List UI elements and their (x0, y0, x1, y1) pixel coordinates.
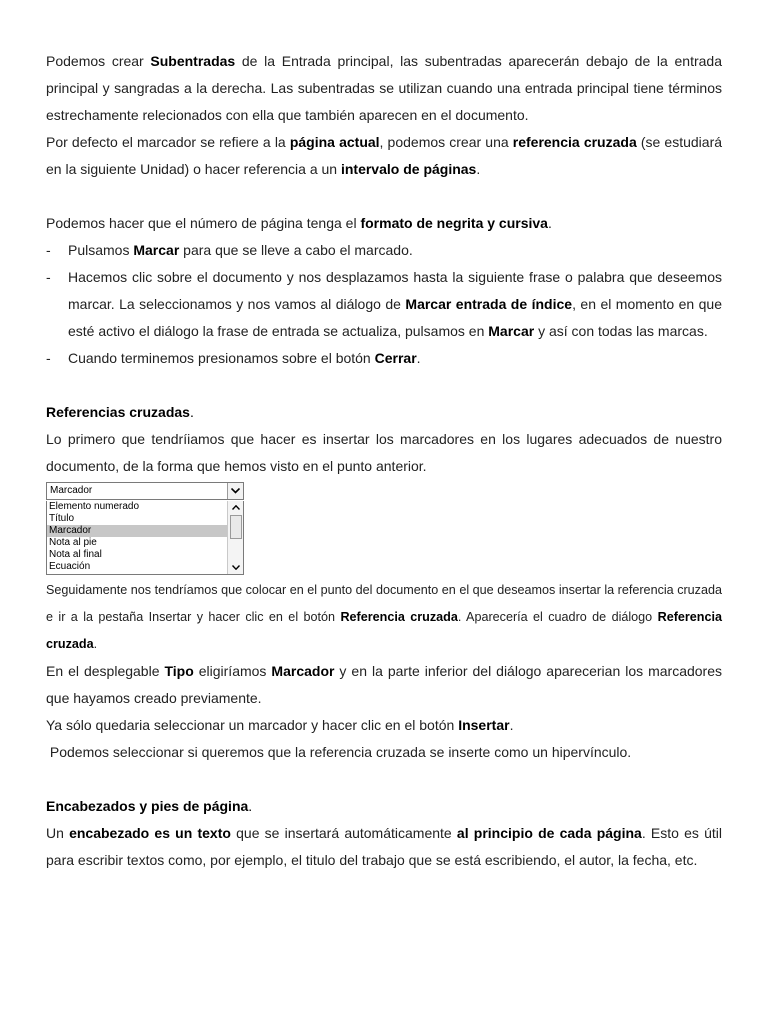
paragraph-subentradas (46, 48, 722, 129)
text: (se estudiará en la siguiente Unidad) o hacer referencia a un (46, 134, 723, 177)
text: . Aparecería el cuadro de diálogo (457, 610, 658, 624)
paragraph-insertar (46, 712, 722, 739)
scrollbar-thumb[interactable] (230, 515, 242, 539)
paragraph-insertar-marcadores: Lo primero que tendríiamos que hacer es insertar los marcadores en los lugares adecuados de nuestro documento, de la forma que hemos visto en el punto anterior. (46, 431, 722, 474)
heading-dot: . (189, 404, 194, 420)
text: . (416, 350, 421, 366)
bold-term: formato de negrita y cursiva (360, 215, 548, 231)
text: . (476, 161, 481, 177)
dropdown-option[interactable]: Título (49, 513, 75, 524)
text: , podemos crear una (379, 134, 513, 150)
bold-term: Marcar (133, 242, 180, 258)
text: de la Entrada principal, las subentradas aparecerán debajo de la entrada principal y sangradas a la derecha. Las subentradas se utilizan cuando una entrada principal tiene términos estrechamente relecionados con ella que también aparecen en el documento. (46, 53, 722, 123)
text: Por defecto el marcador se refiere a la (46, 134, 290, 150)
text: . Esto es útil para escribir textos como, por ejemplo, el titulo del trabajo que se está escribiendo, el autor, la fecha, etc. (46, 825, 722, 868)
dropdown-select[interactable] (46, 482, 244, 500)
bold-term: Marcar (488, 323, 535, 339)
spacer (46, 183, 722, 210)
heading-text: Encabezados y pies de página (46, 798, 249, 814)
paragraph-marcador-defecto (46, 129, 722, 183)
bold-term: Tipo (164, 663, 194, 679)
dropdown-options-list[interactable] (46, 501, 244, 575)
text: . (547, 215, 552, 231)
heading-referencias-cruzadas (46, 399, 722, 426)
list-item (46, 264, 722, 345)
dropdown-option[interactable]: Nota al pie (49, 537, 97, 548)
bold-term: referencia cruzada (512, 134, 637, 150)
bold-term: al principio de cada página (456, 825, 642, 841)
list-item (46, 237, 722, 264)
text: eligiríamos (193, 663, 272, 679)
triangle-up-icon[interactable] (228, 501, 243, 514)
text: para que se lleve a cabo el marcado. (179, 242, 413, 258)
dropdown-option[interactable]: Elemento numerado (49, 501, 140, 512)
bold-term: Marcar entrada de índice (405, 296, 573, 312)
paragraph-hipervinculo: Podemos seleccionar si queremos que la referencia cruzada se inserte como un hipervínculo. (46, 744, 632, 760)
text: . (93, 637, 98, 651)
bold-term: página actual (289, 134, 380, 150)
text: Podemos crear (46, 53, 151, 69)
paragraph-desplegable-tipo (46, 658, 722, 712)
text: y así con todas las marcas. (534, 323, 708, 339)
dropdown-option[interactable]: Marcador (47, 525, 229, 537)
text: , en el momento en que esté activo el diálogo la frase de entrada se actualiza, pulsamos en (68, 296, 722, 339)
steps-list (46, 237, 722, 372)
dropdown-selected-value: Marcador (50, 485, 93, 496)
heading-text: Referencias cruzadas (46, 404, 190, 420)
heading-dot: . (248, 798, 253, 814)
dropdown-option[interactable]: Nota al final (49, 549, 102, 560)
bold-term: Marcador (271, 663, 335, 679)
bold-term: Referencia cruzada (340, 610, 458, 624)
text: Cuando terminemos presionamos sobre el botón (68, 350, 375, 366)
text: que se insertará automáticamente (230, 825, 457, 841)
heading-encabezados (46, 793, 722, 820)
scrollbar[interactable] (227, 501, 243, 574)
paragraph-encabezado-definicion (46, 820, 722, 874)
bold-term: Referencia cruzada (46, 610, 722, 651)
tipo-dropdown[interactable] (46, 482, 244, 575)
text: Pulsamos (68, 242, 134, 258)
bold-term: Subentradas (150, 53, 236, 69)
text: Seguidamente nos tendríamos que colocar en el punto del documento en el que deseamos insertar la referencia cruzada e ir a la pestaña Insertar y hacer clic en el botón (46, 583, 722, 624)
text: . (509, 717, 514, 733)
triangle-down-icon[interactable] (228, 561, 243, 574)
text: Podemos hacer que el número de página tenga el (46, 215, 361, 231)
bold-term: intervalo de páginas (340, 161, 477, 177)
text: y en la parte inferior del diálogo aparecerian los marcadores que hayamos creado previamente. (46, 663, 723, 706)
chevron-down-icon[interactable] (227, 483, 243, 499)
document-body (46, 48, 722, 874)
text: Hacemos clic sobre el documento y nos desplazamos hasta la siguiente frase o palabra que deseemos marcar. La seleccionamos y nos vamos al diálogo de (68, 269, 722, 312)
text: Ya sólo quedaria seleccionar un marcador y hacer clic en el botón (46, 717, 459, 733)
spacer (46, 766, 722, 793)
options (47, 501, 229, 573)
paragraph-colocar-referencia (46, 577, 722, 658)
spacer (46, 372, 722, 399)
text: Un (46, 825, 70, 841)
dropdown-option[interactable]: Ecuación (49, 561, 91, 572)
bold-term: Insertar (458, 717, 510, 733)
list-item (46, 345, 722, 372)
bold-term: Cerrar (374, 350, 417, 366)
bold-term: encabezado es un texto (69, 825, 231, 841)
paragraph-formato-negrita (46, 210, 722, 237)
text: En el desplegable (46, 663, 165, 679)
